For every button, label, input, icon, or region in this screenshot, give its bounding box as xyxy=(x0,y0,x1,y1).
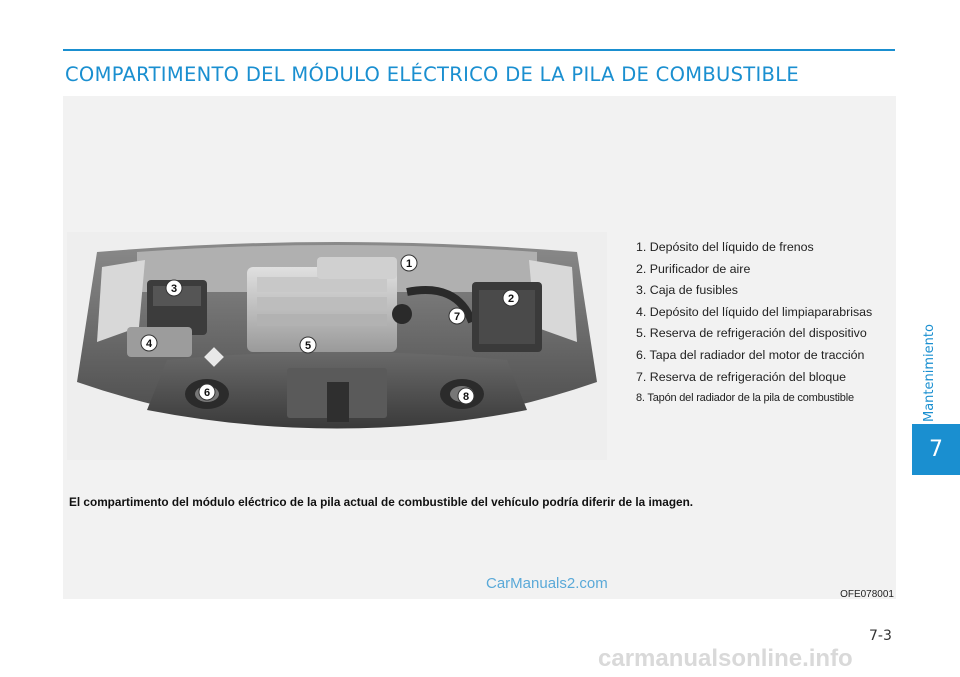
svg-text:1: 1 xyxy=(405,258,413,270)
header-rule xyxy=(63,49,895,51)
legend-item: 6. Tapa del radiador del motor de tracción xyxy=(636,347,865,362)
callout-3 xyxy=(166,280,182,296)
callout-6 xyxy=(199,384,215,400)
page-number: 7-3 xyxy=(869,628,892,644)
page-title: COMPARTIMENTO DEL MÓDULO ELÉCTRICO DE LA PILA DE COMBUSTIBLE xyxy=(65,63,800,86)
legend-item: 1. Depósito del líquido de frenos xyxy=(636,240,814,254)
site-watermark: carmanualsonline.info xyxy=(598,645,853,672)
svg-text:5: 5 xyxy=(304,340,312,352)
figure-watermark: CarManuals2.com xyxy=(486,575,608,592)
callout-2 xyxy=(503,290,519,306)
engine-compartment-illustration xyxy=(67,232,607,460)
component-legend xyxy=(636,237,906,410)
legend-item: 4. Depósito del líquido del limpiaparabrisas xyxy=(636,304,873,319)
svg-text:7: 7 xyxy=(453,311,461,323)
svg-text:3: 3 xyxy=(170,283,178,295)
legend-item: 5. Reserva de refrigeración del dispositivo xyxy=(636,326,867,341)
svg-text:4: 4 xyxy=(145,338,153,350)
callout-7 xyxy=(449,308,465,324)
callout-8 xyxy=(458,388,474,404)
callout-4 xyxy=(141,335,157,351)
legend-item: 7. Reserva de refrigeración del bloque xyxy=(636,369,847,384)
legend-item: 3. Caja de fusibles xyxy=(636,283,738,298)
svg-text:6: 6 xyxy=(203,387,211,399)
section-label: Mantenimiento xyxy=(922,324,937,422)
svg-text:2: 2 xyxy=(507,293,515,305)
figure-note: El compartimento del módulo eléctrico de la pila actual de combustible del vehículo podría diferir de la imagen. xyxy=(69,495,694,509)
callout-1 xyxy=(401,255,417,271)
chapter-tab: 7 xyxy=(912,424,960,475)
callout-5 xyxy=(300,337,316,353)
figure-code: OFE078001 xyxy=(840,589,894,600)
legend-item: 2. Purificador de aire xyxy=(636,261,751,276)
legend-item: 8. Tapón del radiador de la pila de combustible xyxy=(636,392,854,405)
svg-text:8: 8 xyxy=(462,391,470,403)
